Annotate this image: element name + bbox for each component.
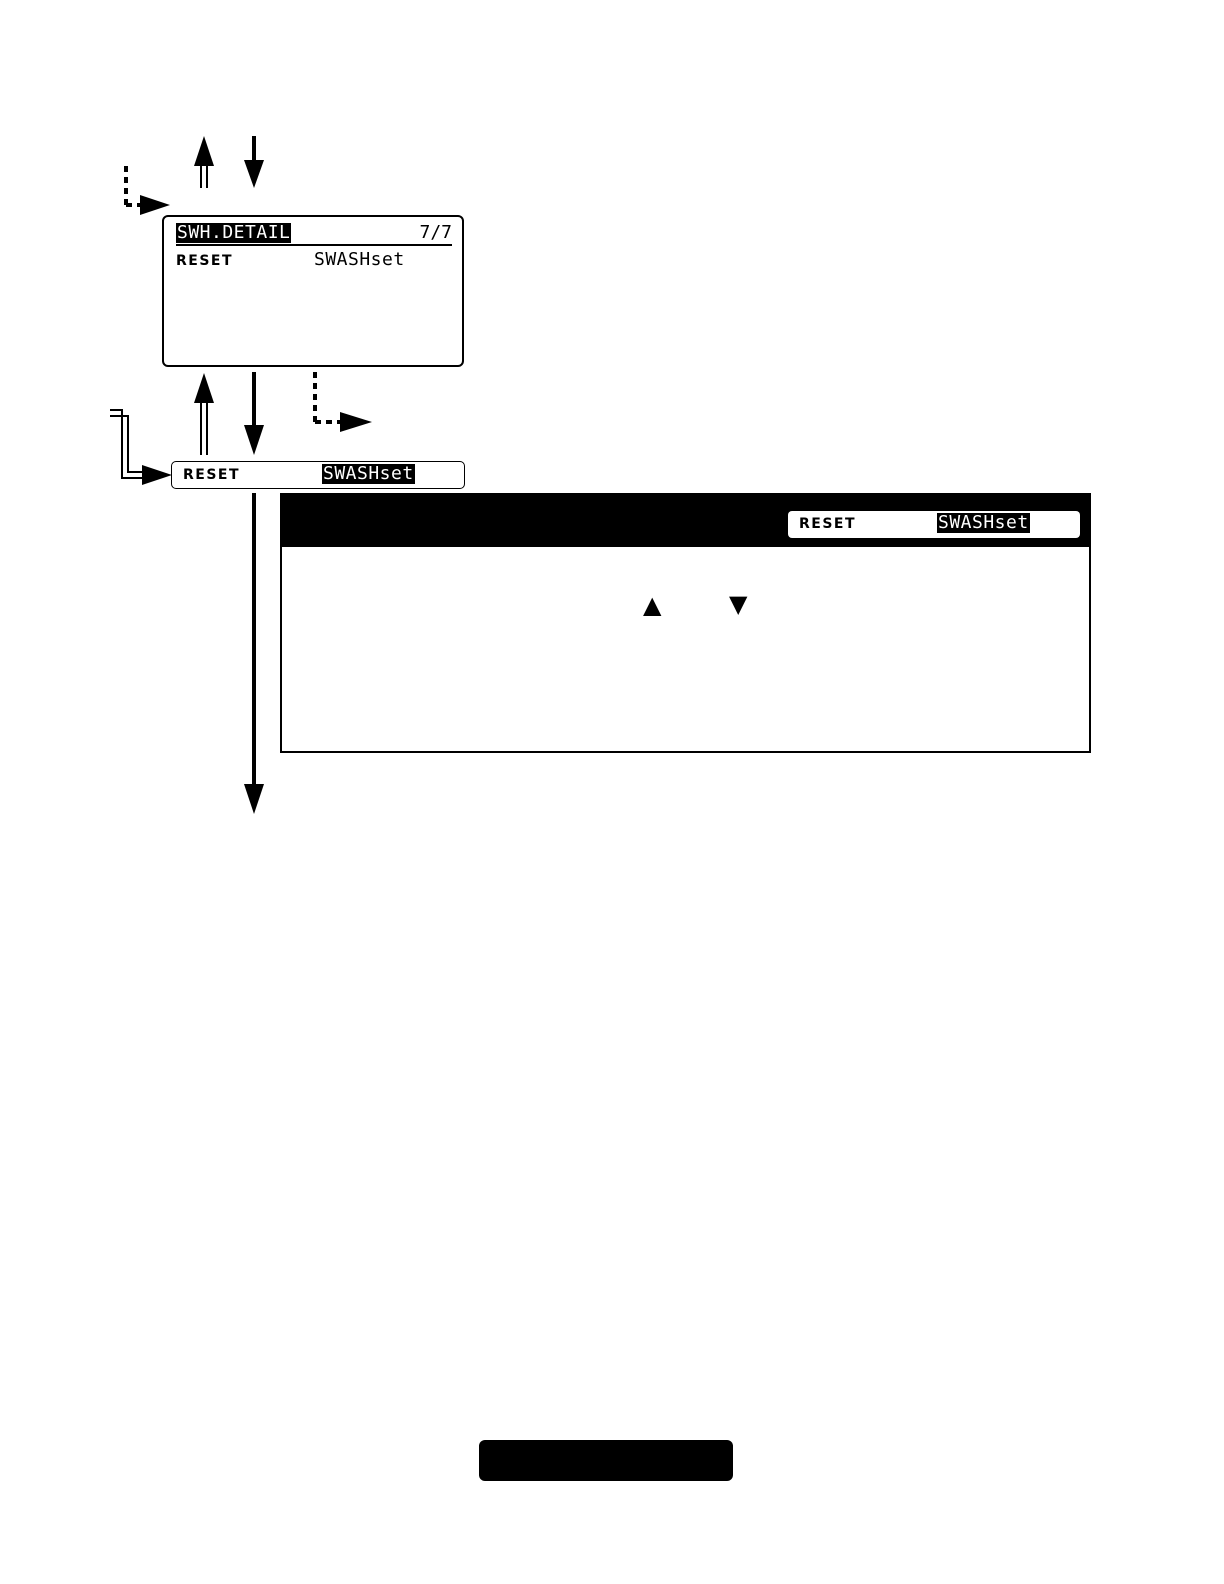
- triangle-down-icon: ▼: [729, 590, 748, 618]
- title-divider: [176, 244, 452, 246]
- reset-value-highlighted[interactable]: SWASHset: [323, 463, 414, 484]
- arrow-down-icon: [244, 372, 264, 455]
- info-panel-header: [282, 495, 1089, 547]
- reset-label: RESET: [799, 516, 857, 532]
- dashed-arrow-icon: [126, 166, 170, 215]
- lcd-screen: [162, 215, 464, 367]
- arrow-down-icon: [244, 493, 264, 814]
- header-row-display: [788, 511, 1080, 538]
- reset-label: RESET: [176, 253, 234, 269]
- arrow-down-icon: [244, 136, 264, 188]
- page-indicator: 7/7: [419, 222, 452, 243]
- reset-value-highlighted: SWASHset: [938, 512, 1029, 533]
- triangle-up-icon: ▲: [643, 591, 662, 619]
- info-panel: [280, 493, 1091, 753]
- selected-row-display: [171, 461, 465, 489]
- double-up-arrow-icon: [194, 136, 214, 188]
- double-up-arrow-icon: [194, 373, 214, 455]
- double-line-arrow-icon: [110, 410, 172, 485]
- reset-label: RESET: [183, 467, 241, 483]
- reset-value[interactable]: SWASHset: [314, 249, 405, 270]
- screen-title: SWH.DETAIL: [177, 222, 291, 243]
- dashed-arrow-icon: [315, 372, 372, 432]
- page-tab: [479, 1440, 733, 1481]
